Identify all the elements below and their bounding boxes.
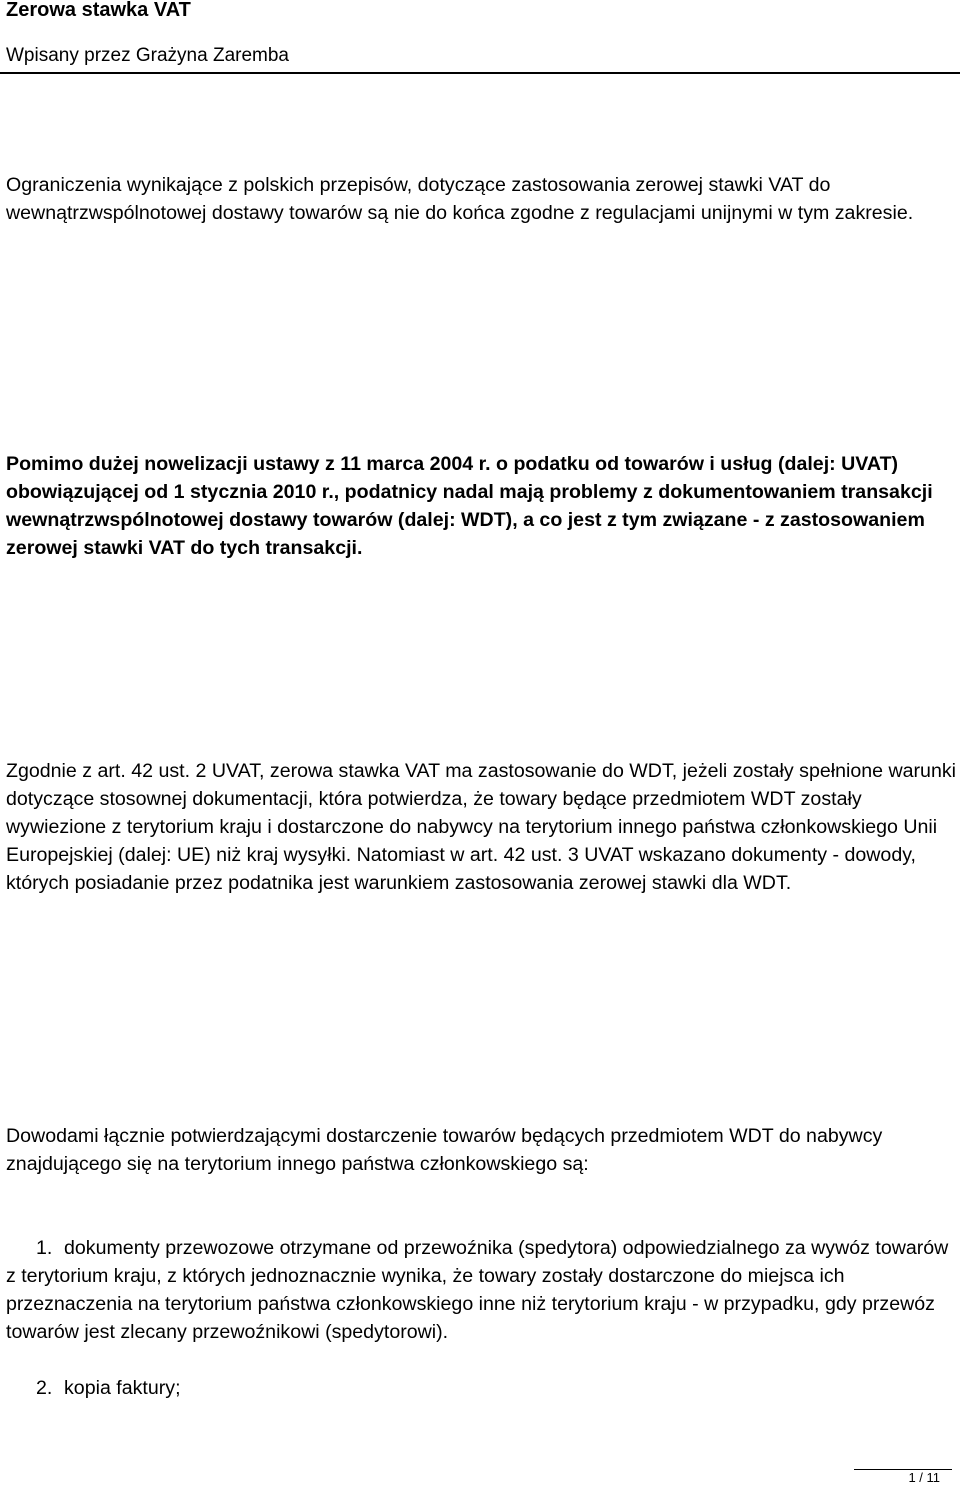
page-number: 1 / 11	[908, 1470, 940, 1485]
header-divider	[0, 72, 960, 74]
document-title: Zerowa stawka VAT	[6, 0, 191, 21]
list-item-text: dokumenty przewozowe otrzymane od przewoźnika (spedytora) odpowiedzialnego za wywóz towarów z terytorium kraju, z których jednoznacznie wynika, że towary zostały dostarczone do miejsca ich przeznaczenia na terytorium państwa członkowskiego inne niż terytorium kraju - w przypadku, gdy przewóz towarów jest zlecany przewoźnikowi (spedytorowi).	[6, 1237, 949, 1343]
paragraph-lead: Pomimo dużej nowelizacji ustawy z 11 marca 2004 r. o podatku od towarów i usług (dalej: UVAT) obowiązującej od 1 stycznia 2010 r., podatnicy nadal mają problemy z dokumentowaniem transakcji wewnątrzwspólnotowej dostawy towarów (dalej: WDT), a co jest z tym związane - z zastosowaniem zerowej stawki VAT do tych transakcji.	[6, 453, 933, 559]
paragraph-intro: Ograniczenia wynikające z polskich przepisów, dotyczące zastosowania zerowej stawki VAT do wewnątrzwspólnotowej dostawy towarów są nie do końca zgodne z regulacjami unijnymi w tym zakresie.	[6, 174, 914, 224]
paragraph-article-42: Zgodnie z art. 42 ust. 2 UVAT, zerowa stawka VAT ma zastosowanie do WDT, jeżeli zostały spełnione warunki dotyczące stosownej dokumentacji, która potwierdza, że towary będące przedmiotem WDT zostały wywiezione z terytorium kraju i dostarczone do nabywcy na terytorium innego państwa członkowskiego Unii Europejskiej (dalej: UE) niż kraj wysyłki. Natomiast w art. 42 ust. 3 UVAT wskazano dokumenty - dowody, których posiadanie przez podatnika jest warunkiem zastosowania zerowej stawki dla WDT.	[6, 760, 956, 894]
list-item	[6, 1374, 956, 1402]
list-item	[6, 1234, 956, 1346]
list-item-text: kopia faktury;	[64, 1377, 181, 1399]
author-line: Wpisany przez Grażyna Zaremba	[6, 45, 289, 66]
list-item-number: 1.	[36, 1237, 53, 1259]
list-item-number: 2.	[36, 1377, 53, 1399]
paragraph-evidence: Dowodami łącznie potwierdzającymi dostarczenie towarów będących przedmiotem WDT do nabywcy znajdującego się na terytorium innego państwa członkowskiego są:	[6, 1125, 883, 1175]
